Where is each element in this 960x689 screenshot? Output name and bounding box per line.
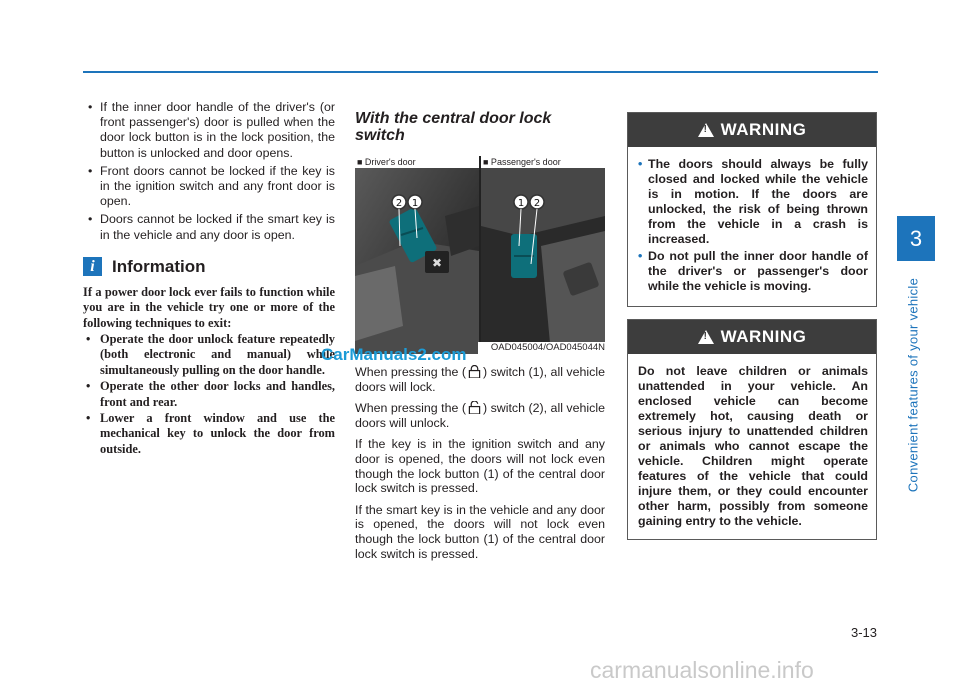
- information-item: • Lower a front window and use the mechanical key to unlock the door from outside.: [83, 411, 335, 457]
- bullet-item: • Front doors cannot be locked if the key is in the ignition switch and any front door is open.: [83, 164, 335, 210]
- warning-body: [628, 147, 876, 306]
- door-switch-photo: [355, 156, 605, 354]
- bullet-item: • Doors cannot be locked if the smart key is in the vehicle and any door is open.: [83, 212, 335, 242]
- middle-body-text: [355, 365, 605, 568]
- warning-box-children: [627, 319, 877, 540]
- paragraph-lock: When pressing the ( ) switch (1), all vehicle doors will lock.: [355, 365, 605, 394]
- warning-body: Do not leave children or animals unattended in your vehicle. An enclosed vehicle can become extremely hot, causing death or serious injury to unattended children or animals who cannot escape the vehicle. Children might operate features of the vehicle that could injure them, or they could encounter other harm, possibly from someone gaining entry to the vehicle.: [638, 364, 868, 528]
- driver-door-label: ■ Driver's door: [355, 156, 479, 168]
- information-icon: i: [83, 257, 102, 276]
- chapter-title: Convenient features of your vehicle: [905, 277, 921, 492]
- callout-1: 1: [411, 198, 419, 209]
- photo-code: OAD045004/OAD045044N: [478, 342, 605, 354]
- warning-header: ! WARNING: [628, 113, 876, 147]
- watermark: CarManuals2.com: [321, 345, 467, 364]
- warning-header: ! WARNING: [628, 320, 876, 354]
- section-heading-block: [355, 110, 605, 144]
- section-heading: With the central door lock switch: [355, 110, 552, 144]
- page-number: 3-13: [850, 625, 877, 640]
- warning-list: [638, 157, 868, 294]
- information-body: [83, 285, 335, 457]
- top-rule: [83, 71, 878, 73]
- warning-icon: [698, 123, 714, 137]
- information-intro: If a power door lock ever fails to function while you are in the vehicle try one or more of the following techniques to exit:: [83, 284, 335, 330]
- passenger-door-panel-image: [481, 156, 605, 354]
- unlock-icon: [466, 401, 483, 414]
- information-item: • Operate the door unlock feature repeatedly (both electronic and manual) while simultaneously pulling on the door handle.: [83, 332, 335, 378]
- driver-door-panel-image: [355, 156, 479, 354]
- paragraph-unlock: When pressing the ( ) switch (2), all vehicle doors will unlock.: [355, 401, 605, 430]
- passenger-door-label: ■ Passenger's door: [481, 156, 605, 168]
- paragraph-smart-key: If the smart key is in the vehicle and any door is opened, the doors will not lock even though the lock button (1) of the central door lock switch is pressed.: [355, 502, 605, 561]
- lock-icon: [466, 365, 483, 378]
- warning-item: • The doors should always be fully closed and locked while the vehicle is in motion. If the doors are unlocked, the risk of being thrown from the vehicle in a crash is increased.: [638, 157, 868, 247]
- bullet-item: • If the inner door handle of the driver's (or front passenger's) door is pulled when the door lock button is in the lock position, the button is unlocked and door opens.: [83, 100, 335, 161]
- left-column: [83, 100, 335, 457]
- information-title: Information: [112, 256, 206, 276]
- warning-item: • Do not pull the inner door handle of the driver's or passenger's door while the vehicle is moving.: [638, 249, 868, 294]
- information-header: [83, 257, 335, 276]
- information-item: • Operate the other door locks and handles, front and rear.: [83, 379, 335, 410]
- callout-2: 2: [395, 198, 403, 209]
- footer-url: carmanualsonline.info: [590, 657, 814, 683]
- callout-2: 2: [533, 198, 541, 209]
- information-list: [83, 332, 335, 457]
- warning-icon: [698, 330, 714, 344]
- callout-1: 1: [517, 198, 525, 209]
- svg-text:✖: ✖: [431, 256, 443, 270]
- paragraph-ignition: If the key is in the ignition switch and any door is opened, the doors will not lock even though the lock button (1) of the central door lock switch is pressed.: [355, 437, 605, 496]
- warning-box-doors: [627, 112, 877, 307]
- chapter-number: 3: [897, 216, 935, 261]
- bullet-list: [83, 100, 335, 243]
